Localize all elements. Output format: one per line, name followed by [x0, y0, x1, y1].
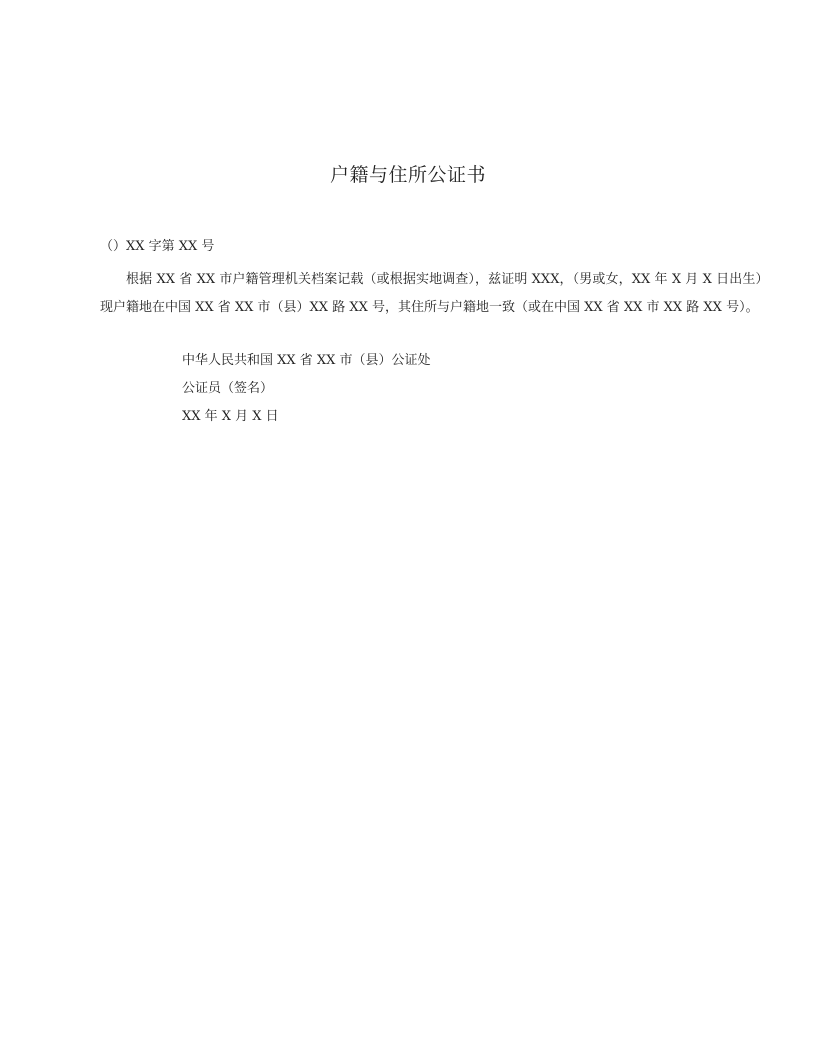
- signature-block: [182, 351, 431, 435]
- document-title: 户籍与住所公证书: [329, 164, 486, 186]
- certificate-body: 根据 XX 省 XX 市户籍管理机关档案记载（或根据实地调查），兹证明 XXX，（男或女，XX 年 X 月 X 日出生）现户籍地在中国 XX 省 XX 市（县）XX 路 XX 号，其住所与户籍地一致（或在中国 XX 省 XX 市 XX 路 XX 号）。: [100, 272, 762, 315]
- notary-office: 中华人民共和国 XX 省 XX 市（县）公证处: [182, 353, 431, 368]
- document-number: （）XX 字第 XX 号: [100, 239, 215, 254]
- issue-date: XX 年 X 月 X 日: [182, 409, 279, 424]
- notary-signature: 公证员（签名）: [182, 381, 274, 396]
